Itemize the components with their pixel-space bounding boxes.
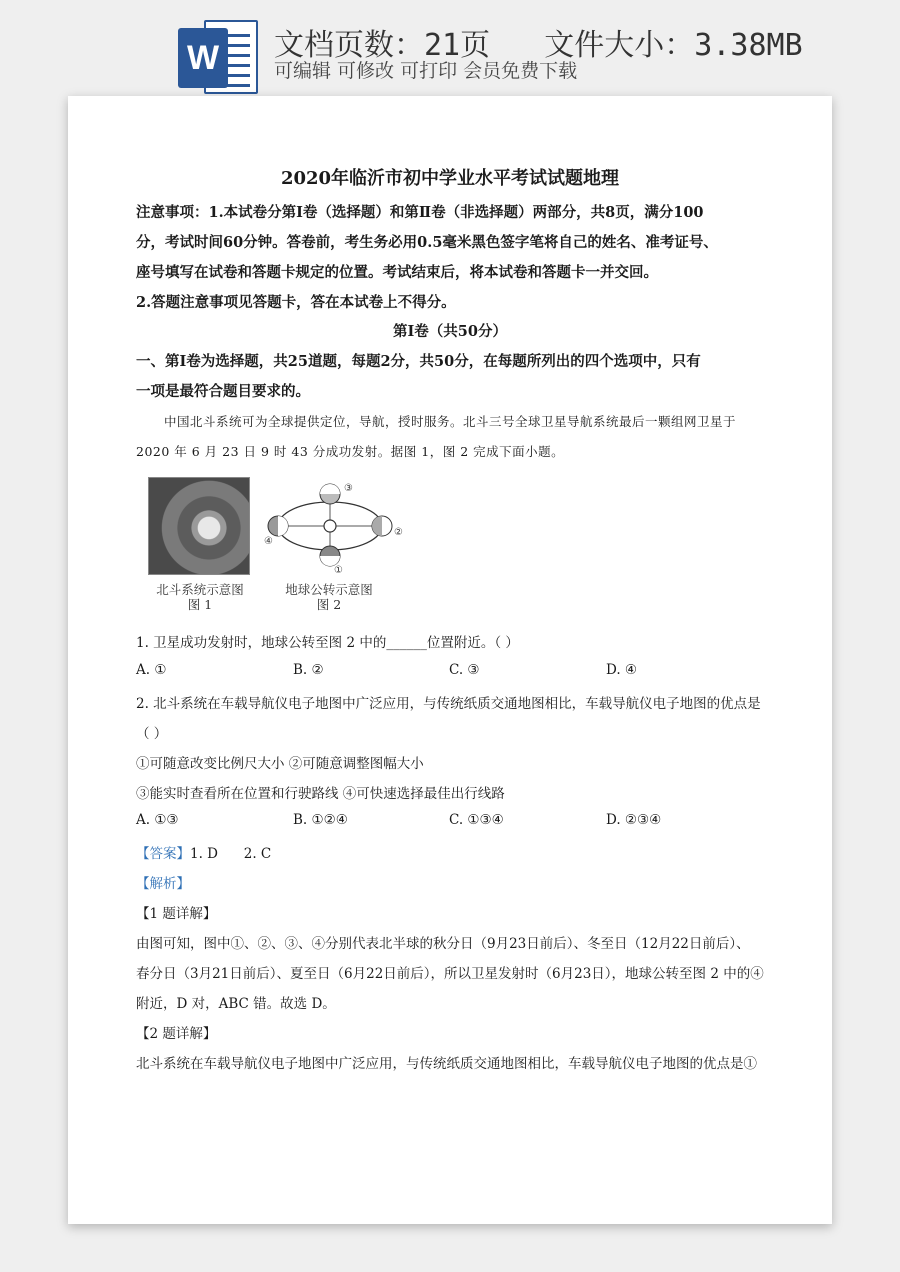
fig1-number: 图 1 (187, 597, 213, 612)
fig2-caption: 地球公转示意图 (285, 582, 373, 597)
detail-1-line: 春分日（3月21日前后）、夏至日（6月22日前后），所以卫星发射时（6月23日），地球公转至图 2 中的④ (136, 966, 764, 982)
q1-option: B. ② (293, 662, 324, 678)
q1-option: C. ③ (449, 662, 480, 678)
detail-2-line: 北斗系统在车载导航仪电子地图中广泛应用，与传统纸质交通地图相比，车载导航仪电子地图的优点是① (136, 1056, 757, 1072)
file-info-header (0, 0, 900, 100)
section-heading: 第Ⅰ卷（共50分） (393, 323, 507, 340)
detail-1-line: 由图可知，图中①、②、③、④分别代表北半球的秋分日（9月23日前后）、冬至日（12月22日前后）、 (136, 936, 750, 952)
q2-option: A. ①③ (136, 812, 179, 828)
analysis-label: 【解析】 (136, 876, 190, 892)
detail-1-line: 附近，D 对，ABC 错。故选 D。 (136, 996, 336, 1012)
instruction-line: 一、第Ⅰ卷为选择题，共25道题，每题2分，共50分，在每题所列出的四个选项中，只有 (136, 353, 701, 370)
notes-line: 2.答题注意事项见答题卡，答在本试卷上不得分。 (136, 294, 456, 311)
earth-revolution-diagram (264, 478, 404, 574)
q2-statement: ①可随意改变比例尺大小 ②可随意调整图幅大小 (136, 756, 424, 772)
notes-line: 注意事项：1.本试卷分第Ⅰ卷（选择题）和第Ⅱ卷（非选择题）两部分，共8页，满分100 (136, 204, 704, 221)
answer-text: 1. D 2. C (190, 846, 272, 862)
fig2-label: ① (334, 565, 343, 574)
detail-1-label: 【1 题详解】 (136, 906, 217, 922)
notes-line: 分，考试时间60分钟。答卷前，考生务必用0.5毫米黑色签字笔将自己的姓名、准考证号、 (136, 234, 718, 251)
beidou-system-image (148, 477, 250, 575)
document-page (68, 96, 832, 1224)
instruction-line: 一项是最符合题目要求的。 (136, 383, 310, 400)
passage-line: 中国北斗系统可为全球提供定位，导航，授时服务。北斗三号全球卫星导航系统最后一颗组网卫星于 (164, 414, 737, 429)
passage-line: 2020 年 6 月 23 日 9 时 43 分成功发射。据图 1，图 2 完成下面小题。 (136, 444, 565, 459)
file-features: 可编辑 可修改 可打印 会员免费下载 (274, 60, 578, 82)
q1-option: A. ① (136, 662, 167, 678)
doc-title: 2020年临沂市初中学业水平考试试题地理 (280, 168, 620, 189)
notes-line: 座号填写在试卷和答题卡规定的位置。考试结束后，将本试卷和答题卡一并交回。 (136, 264, 658, 281)
q2-option: D. ②③④ (606, 812, 662, 828)
question-2-paren: （ ） (136, 726, 168, 742)
word-document-icon: W (178, 20, 260, 98)
fig2-label: ③ (344, 483, 353, 494)
answer-row (136, 842, 271, 862)
q2-option: B. ①②④ (293, 812, 348, 828)
fig2-label: ② (394, 527, 403, 538)
answer-label: 【答案】 (136, 846, 190, 862)
q2-option: C. ①③④ (449, 812, 504, 828)
detail-2-label: 【2 题详解】 (136, 1026, 217, 1042)
question-1: 1. 卫星成功发射时，地球公转至图 2 中的______位置附近。（ ） (136, 635, 519, 651)
question-2: 2. 北斗系统在车载导航仪电子地图中广泛应用，与传统纸质交通地图相比，车载导航仪电子地图的优点是 (136, 696, 761, 712)
q2-statement: ③能实时查看所在位置和行驶路线 ④可快速选择最佳出行线路 (136, 786, 505, 802)
file-stats: 文档页数：21页 文件大小：3.38MB (274, 28, 803, 63)
fig2-label: ④ (264, 536, 273, 547)
fig2-number: 图 2 (316, 597, 342, 612)
fig1-caption: 北斗系统示意图 (156, 582, 244, 597)
q1-option: D. ④ (606, 662, 638, 678)
